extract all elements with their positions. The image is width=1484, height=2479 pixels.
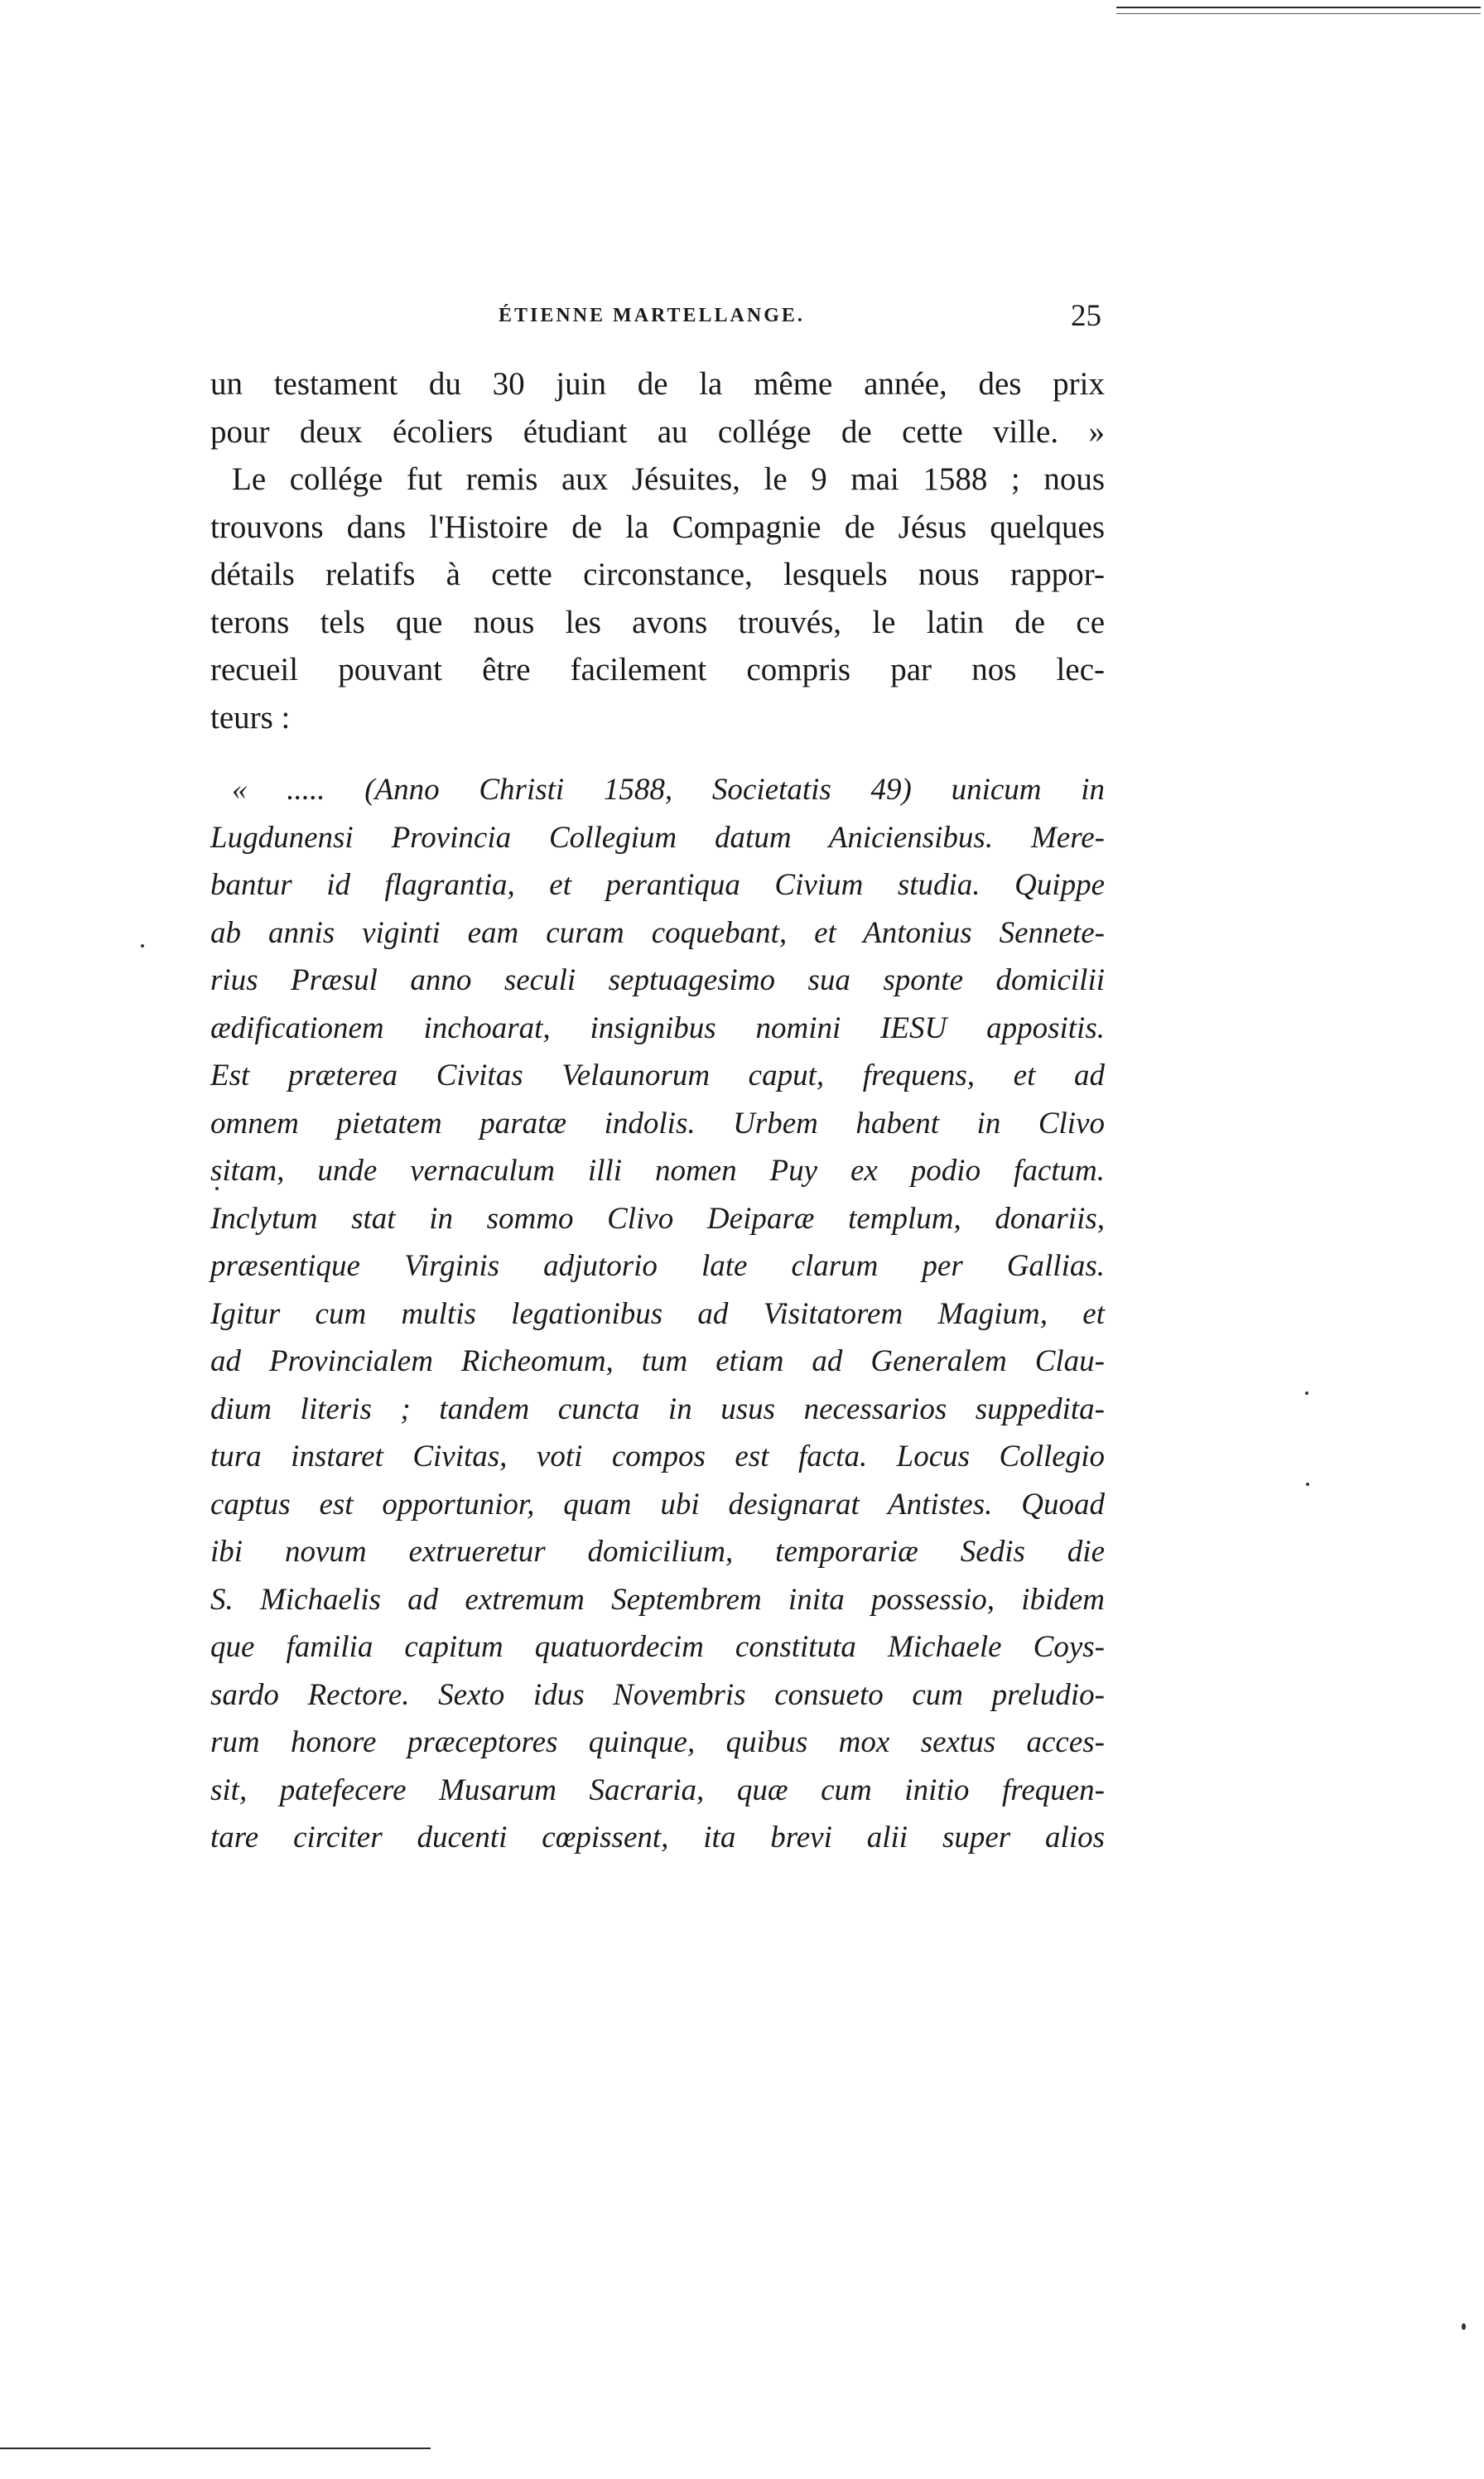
quote-line: sitam, unde vernaculum illi nomen Puy ex podio factum.	[210, 1154, 1105, 1188]
quote-line: rius Præsul anno seculi septuagesimo sua sponte domicilii	[210, 963, 1105, 997]
scan-speck	[141, 944, 144, 948]
scan-speck	[1305, 1391, 1308, 1395]
quote-line: sit, patefecere Musarum Sacraria, quæ cum initio frequen-	[210, 1772, 1105, 1807]
quote-line: S. Michaelis ad extremum Septembrem inita possessio, ibidem	[210, 1582, 1105, 1617]
quote-line: que familia capitum quatuordecim constituta Michaele Coys-	[210, 1630, 1105, 1664]
quote-line: rum honore præceptores quinque, quibus mox sextus acces-	[210, 1725, 1105, 1759]
quote-line: omnem pietatem paratæ indolis. Urbem habent in Clivo	[210, 1106, 1105, 1141]
quote-line: tare circiter ducenti cœpissent, ita brevi alii super alios	[210, 1821, 1105, 1854]
quote-line: tura instaret Civitas, voti compos est facta. Locus Collegio	[210, 1440, 1105, 1473]
scan-speck	[1306, 1483, 1309, 1486]
quote-line: captus est opportunior, quam ubi designarat Antistes. Quoad	[210, 1487, 1105, 1522]
text-line: terons tels que nous les avons trouvés, le latin de ce	[210, 604, 1105, 640]
running-head-title: ÉTIENNE MARTELLANGE.	[499, 305, 805, 326]
text-line: pour deux écoliers étudiant au collége de cette ville. »	[210, 413, 1105, 450]
scan-edge-line	[1116, 7, 1481, 8]
scan-bottom-line	[0, 2448, 431, 2449]
page-number: 25	[1071, 299, 1101, 333]
quote-line: Lugdunensi Provincia Collegium datum Aniciensibus. Mere-	[210, 820, 1105, 855]
text-line: Le collége fut remis aux Jésuites, le 9 mai 1588 ; nous	[232, 461, 1105, 497]
quote-line: Igitur cum multis legationibus ad Visitatorem Magium, et	[210, 1296, 1105, 1331]
quote-line: sardo Rectore. Sexto idus Novembris consueto cum preludio-	[210, 1677, 1105, 1712]
scan-edge-line-thin	[1116, 13, 1481, 14]
latin-quotation	[210, 766, 1105, 1862]
quote-line: ad Provincialem Richeomum, tum etiam ad Generalem Clau-	[210, 1344, 1105, 1378]
quote-line: præsentique Virginis adjutorio late clarum per Gallias.	[210, 1249, 1105, 1283]
quote-line: dium literis ; tandem cuncta in usus necessarios suppedita-	[210, 1391, 1105, 1426]
quote-line: ædificationem inchoarat, insignibus nomini IESU appositis.	[210, 1010, 1105, 1045]
text-line: recueil pouvant être facilement compris par nos lec-	[210, 652, 1105, 687]
quote-line: ibi novum extrueretur domicilium, temporariæ Sedis die	[210, 1535, 1105, 1569]
text-line: détails relatifs à cette circonstance, lesquels nous rappor-	[210, 557, 1105, 592]
body-paragraph	[210, 360, 1105, 741]
quote-line: ab annis viginti eam curam coquebant, et Antonius Sennete-	[210, 915, 1105, 950]
quote-line: Est præterea Civitas Velaunorum caput, frequens, et ad	[210, 1059, 1105, 1092]
scan-speck	[1462, 2323, 1466, 2330]
running-head	[210, 298, 1113, 331]
text-line: un testament du 30 juin de la même année, des prix	[210, 366, 1105, 402]
quote-line: bantur id flagrantia, et perantiqua Civium studia. Quippe	[210, 868, 1105, 902]
quote-line: Inclytum stat in sommo Clivo Deiparæ templum, donariis,	[210, 1201, 1105, 1236]
text-line: teurs :	[210, 699, 291, 736]
text-line: trouvons dans l'Histoire de la Compagnie de Jésus quelques	[210, 509, 1105, 545]
quote-line: « ..... (Anno Christi 1588, Societatis 49) unicum in	[232, 773, 1105, 807]
